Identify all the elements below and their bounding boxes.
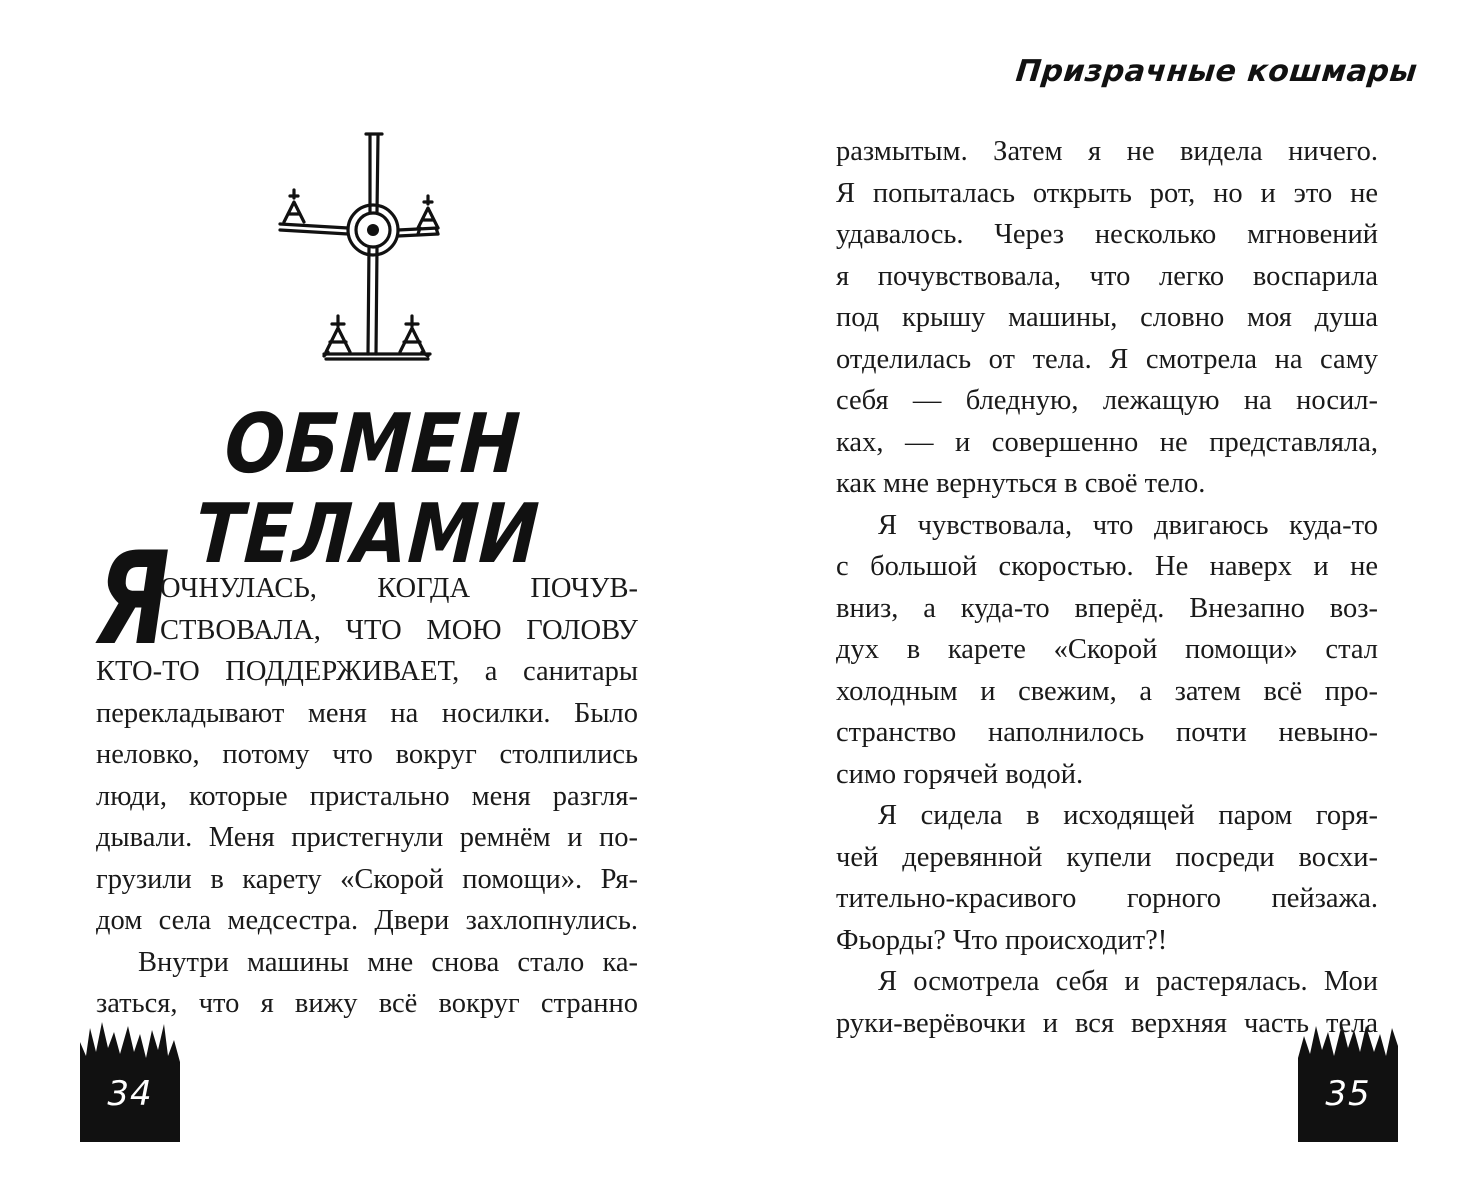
text-line: как мне вернуться в своё тело. xyxy=(836,468,1206,499)
page-number-text: 35 xyxy=(1325,1074,1371,1114)
text-line: дывали. Меня пристегнули ремнём и по- xyxy=(96,822,638,853)
page-number-text: 34 xyxy=(107,1074,153,1114)
text-line: КТО-ТО ПОДДЕРЖИВАЕТ, а санитары xyxy=(96,656,638,687)
text-line: с большой скоростью. Не наверх и не xyxy=(836,551,1378,582)
text-line: неловко, потому что вокруг столпились xyxy=(96,739,638,770)
text-line: Внутри машины мне снова стало ка- xyxy=(138,946,638,978)
text-line: ках, — и совершенно не представляла, xyxy=(836,426,1378,458)
text-line: тительно-красивого горного пейзажа. xyxy=(836,883,1378,914)
text-line: странство наполнилось почти невыно- xyxy=(836,717,1378,748)
text-line: себя — бледную, лежащую на носил- xyxy=(836,385,1378,416)
text-line: заться, что я вижу всё вокруг странно xyxy=(96,988,638,1019)
text-line: отделилась от тела. Я смотрела на саму xyxy=(836,343,1378,375)
runic-cross-icon xyxy=(270,130,460,370)
text-line: СТВОВАЛА, ЧТО МОЮ ГОЛОВУ xyxy=(160,614,638,646)
text-line: вниз, а куда-то вперёд. Внезапно воз- xyxy=(836,592,1378,624)
text-line: удавалось. Через несколько мгновений xyxy=(836,219,1378,250)
text-line: чей деревянной купели посреди восхи- xyxy=(836,841,1378,873)
text-line: симо горячей водой. xyxy=(836,758,1084,790)
text-line: люди, которые пристально меня разгля- xyxy=(96,780,638,812)
text-line: Я осмотрела себя и растерялась. Мои xyxy=(878,966,1378,997)
text-line: Я чувствовала, что двигаюсь куда-то xyxy=(878,509,1378,541)
left-page xyxy=(0,0,738,1182)
left-page-text xyxy=(96,568,638,1025)
text-line: холодным и свежим, а затем всё про- xyxy=(836,675,1378,707)
text-line: перекладывают меня на носилки. Было xyxy=(96,697,638,729)
text-line: дух в карете «Скорой помощи» стал xyxy=(836,634,1378,665)
text-line: ОЧНУЛАСЬ, КОГДА ПОЧУВ- xyxy=(160,573,638,604)
text-line: грузили в карету «Скорой помощи». Ря- xyxy=(96,863,638,895)
chapter-title: ОБМЕН ТЕЛАМИ xyxy=(192,397,543,582)
text-line: руки-верёвочки и вся верхняя часть тела xyxy=(836,1007,1378,1039)
page-number-left xyxy=(80,1022,180,1142)
text-line: Я сидела в исходящей паром горя- xyxy=(878,800,1378,831)
text-line: Я попыталась открыть рот, но и это не xyxy=(836,177,1378,209)
right-page-text xyxy=(836,131,1378,1044)
text-line: размытым. Затем я не видела ничего. xyxy=(836,136,1378,167)
drop-cap: Я xyxy=(96,525,170,674)
text-line: Фьорды? Что происходит?! xyxy=(836,924,1168,956)
text-line: под крышу машины, словно моя душа xyxy=(836,302,1378,333)
text-line: дом села медсестра. Двери захлопнулись. xyxy=(96,905,638,936)
text-line: я почувствовала, что легко воспарила xyxy=(836,260,1378,292)
running-head: Призрачные кошмары xyxy=(1013,54,1419,89)
